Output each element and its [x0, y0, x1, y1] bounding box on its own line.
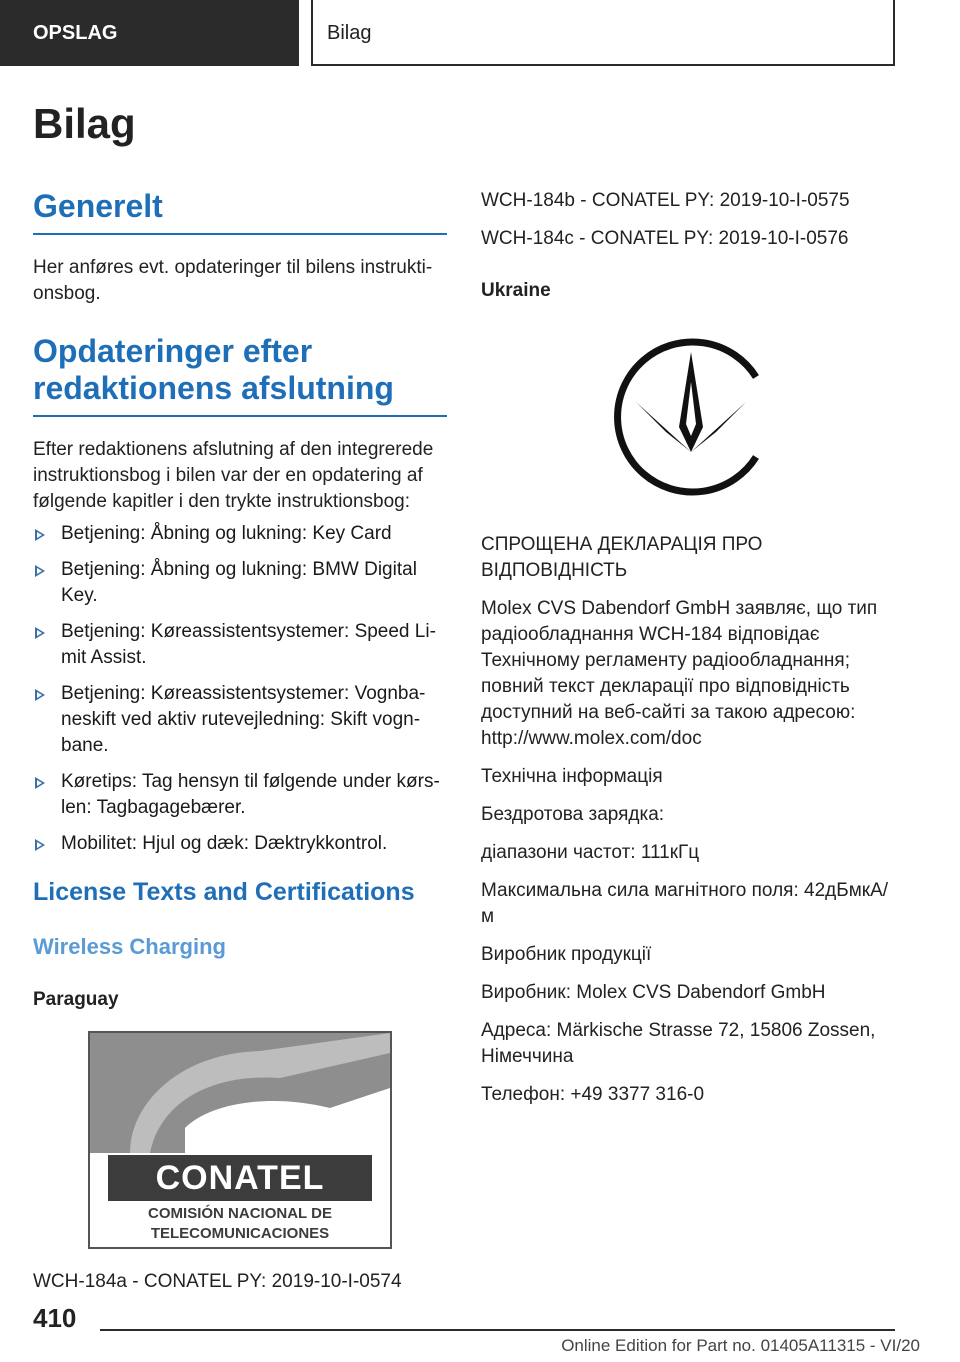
declaration-text: Molex CVS Dabendorf GmbH заявляє, що тип радіообладнання WCH-184 відповідає Технічному регламенту радіообладнання; повний текст декларації про відповідність доступний на веб-сайті за такою адресою: http://www.molex.com/doc [481, 598, 878, 749]
conatel-subtitle-2: TELECOMUNICACIONES [150, 1225, 330, 1242]
updates-heading-line1: Opdateringer efter [33, 333, 313, 369]
max-field-strength: Максимальна сила магнітного поля: 42дБмкА/м [481, 880, 889, 927]
chapter-title: Bilag [311, 0, 895, 66]
left-column [33, 188, 447, 1295]
tech-info: Технічна інформація [481, 766, 663, 787]
conatel-subtitle-1: COMISIÓN NACIONAL DE [148, 1205, 332, 1222]
conatel-band-text: CONATEL [108, 1155, 372, 1201]
wireless-charging: Бездротова зарядка: [481, 804, 665, 825]
manufacturer: Виробник: Molex CVS Dabendorf GmbH [481, 982, 826, 1003]
triangle-bullet-icon [35, 689, 45, 701]
footer-edition: Online Edition for Part no. 01405A11315 - VI/20 [561, 1336, 920, 1355]
paraguay-label: Paraguay [33, 989, 119, 1010]
triangle-bullet-icon [35, 565, 45, 577]
triangle-bullet-icon [35, 627, 45, 639]
conatel-logo [88, 1031, 392, 1249]
list-item: Betjening: Køreassistentsystemer: Speed Li-mit Assist. [33, 619, 447, 671]
updates-list [33, 521, 447, 857]
ukraine-label: Ukraine [481, 280, 551, 301]
page-header [0, 0, 960, 66]
list-item: Betjening: Åbning og lukning: Key Card [33, 521, 447, 547]
updates-heading-line2: redaktionens afslutning [33, 370, 394, 406]
list-item: Betjening: Køreassistentsystemer: Vognba-neskift ved aktiv rutevejledning: Skift vogn-bane. [33, 681, 447, 759]
section-tab: OPSLAG [0, 0, 299, 66]
license-heading: License Texts and Certifications [33, 878, 415, 906]
list-item: Betjening: Åbning og lukning: BMW Digital Key. [33, 557, 447, 609]
triangle-bullet-icon [35, 529, 45, 541]
list-item: Mobilitet: Hjul og dæk: Dæktrykkontrol. [33, 831, 447, 857]
wireless-charging-heading: Wireless Charging [33, 934, 226, 959]
list-item: Køretips: Tag hensyn til følgende under kørs-len: Tagbagagebærer. [33, 769, 447, 821]
triangle-bullet-icon [35, 839, 45, 851]
generelt-heading: Generelt [33, 188, 447, 235]
wch-184a-cert: WCH-184a - CONATEL PY: 2019-10-I-0574 [33, 1271, 402, 1292]
phone: Телефон: +49 3377 316-0 [481, 1084, 705, 1105]
wch-184c-cert: WCH-184c - CONATEL PY: 2019-10-I-0576 [481, 228, 849, 249]
declaration-title: СПРОЩЕНА ДЕКЛАРАЦІЯ ПРО ВІДПОВІДНІСТЬ [481, 534, 763, 581]
page-title: Bilag [33, 100, 136, 147]
ukraine-conformity-mark-icon [606, 332, 776, 502]
page-number: 410 [33, 1303, 77, 1333]
right-column [481, 188, 901, 1108]
frequency-range: діапазони частот: 111кГц [481, 842, 700, 863]
updates-intro: Efter redaktionens afslutning af den integrerede instruktionsbog i bilen var der en opdatering af følgende kapitler i den trykte instruktionsbog: [33, 439, 434, 512]
generelt-text: Her anføres evt. opdateringer til bilens instrukti-onsbog. [33, 257, 433, 304]
triangle-bullet-icon [35, 777, 45, 789]
address: Адреса: Märkische Strasse 72, 15806 Zossen, Німеччина [481, 1020, 876, 1067]
conatel-emblem-icon [90, 1033, 390, 1153]
footer-divider [100, 1329, 895, 1331]
wch-184b-cert: WCH-184b - CONATEL PY: 2019-10-I-0575 [481, 190, 850, 211]
manufacturer-label: Виробник продукції [481, 944, 652, 965]
updates-heading [33, 333, 447, 417]
